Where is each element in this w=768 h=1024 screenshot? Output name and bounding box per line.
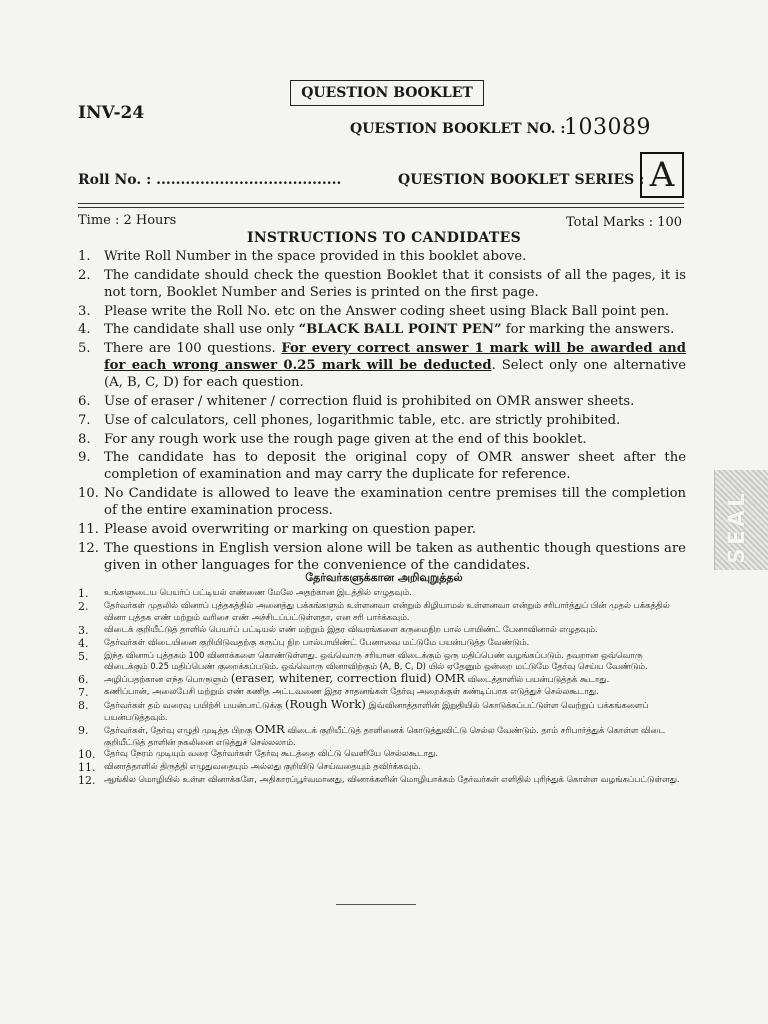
item-text [104,321,686,338]
list-item [78,587,686,600]
list-item [78,650,686,674]
item-number: 11. [78,761,96,775]
item-text: ஆங்கில மொழியில் உள்ள வினாக்களே, அதிகாரப்பூர்வமானது, வினாக்களின் மொழியாக்கம் தேர்வர்கள் எளிதில் புரிந்துக் கொள்ள வழங்கப்பட்டுள்ளது. [104,774,680,785]
list-item [78,748,686,761]
item-number: 9. [78,450,91,466]
total-marks: Total Marks : 100 [566,215,683,230]
item-number: 5. [78,341,91,357]
item-emphasis: For every correct answer 1 mark will be awarded and for each wrong answer 0.25 mark will be deducted [104,341,686,374]
item-text-part: அழிப்பதற்கான எந்த பொருளும் [104,674,231,685]
divider [78,207,684,208]
item-text: The candidate has to deposit the original copy of OMR answer sheet after the completion of examination and may carry the duplicate for reference. [104,450,686,483]
item-text: For any rough work use the rough page given at the end of this booklet. [104,431,587,447]
item-text: இந்த வினாப் புத்தகம் 100 வினாக்களை கொண்டுள்ளது. ஒவ்வொரு சரியான விடைக்கும் ஒரு மதிப்பெண் வழங்கப்படும். தவறான ஒவ்வொரு விடைக்கும் 0.25 மதிப்பெண் குறைக்கப்படும். ஒவ்வொரு வினாவிற்கும் (A, B, C, D) யில் ஏதேனும் ஒன்றை மட்டுமே தேர்வு செய்ய வேண்டும். [104,649,648,672]
item-text-part: for marking the answers. [501,322,675,338]
list-item [78,521,686,538]
series-label: QUESTION BOOKLET SERIES : [398,172,645,188]
item-number: 7. [78,412,91,428]
item-number: 6. [78,394,91,410]
list-item [78,673,686,686]
roll-no-field: Roll No. : ...................................... [78,172,342,188]
item-text-part: விடைத்தாளில் பயன்படுத்தக் கூடாது. [464,674,610,685]
item-number: 4. [78,322,91,338]
list-item [78,699,686,724]
item-number: 2. [78,267,91,283]
item-emphasis: “BLACK BALL POINT PEN” [298,322,502,338]
item-english-term: (eraser, whitener, correction fluid) OMR [230,671,465,686]
seal-label: SEAL [725,490,750,564]
item-text: கணிப்பான், அலைபேசி மற்றும் எண் கணித அட்டவணை இதர சாதனங்கள் தேர்வு அறைக்குள் கண்டிப்பாக எடுத்துச் செல்லகூடாது. [104,686,599,697]
item-number: 1. [78,587,89,600]
item-text-part: விடைக் குறியீட்டுத் தாளினைக் கொடுத்துவிட்டு செல்ல வேண்டும். தாம் சரிபார்த்துக் கொள்ள விடை குறியீட்டுத் தாளின் நகலினை எடுத்துச் செல்லலாம். [104,724,666,747]
item-text: விடைக் குறியீட்டுத் தாளில் பெயர்ப் பட்டியல் எண் மற்றும் இதர விவரங்களை கருமைநிற பால் பாயிண்ட் பேனாவினால் எழுதவும். [104,623,598,634]
end-divider [336,904,416,905]
exam-code: INV-24 [78,103,145,123]
item-text [104,721,686,749]
item-text: No Candidate is allowed to leave the examination centre premises till the completion of the entire examination process. [104,486,686,519]
item-number: 10. [78,486,99,502]
item-number: 5. [78,649,89,663]
item-text: உங்களுடைய பெயர்ப் பட்டியல் எண்ணை மேலே அதற்கான இடத்தில் எழுதவும். [104,587,412,597]
item-text: வினாத்தாளில் திருத்தி எழுதுவதையும் அல்லது குறியிடு செய்வதையும் தவிர்க்கவும். [104,761,421,772]
english-instructions-list [78,248,686,576]
item-text-part: இவ்வினாத்தாளின் இறுதியில் கொடுக்கப்பட்டுள்ள வெற்றுப் பக்கங்களைப் பயன்படுத்தவும். [104,700,649,722]
list-item [78,774,686,787]
series-value: A [649,155,675,195]
seal-stamp [714,470,768,570]
item-number: 2. [78,600,89,613]
series-box [640,152,684,198]
item-text: Write Roll Number in the space provided in this booklet above. [104,249,527,264]
item-number: 10. [78,748,96,762]
item-text-part: தேர்வர்கள், தேர்வு எழுதி முடித்த பிறகு [104,724,255,735]
item-number: 11. [78,522,99,538]
item-english-term: (Rough Work) [285,697,366,712]
list-item [78,637,686,650]
item-text [104,699,686,724]
list-item [78,485,686,519]
item-text [104,673,686,686]
list-item [78,761,686,774]
list-item [78,540,686,574]
tamil-instructions-title: தேர்வர்களுக்கான அறிவுறுத்தல் [305,571,463,584]
item-number: 12. [78,540,99,556]
list-item [78,267,686,301]
item-number: 8. [78,431,91,447]
exam-time: Time : 2 Hours [78,213,177,228]
item-text: தேர்வு நேரம் முடியும் வரை தேர்வர்கள் தேர்வு கூடத்தை விட்டு வெளியே செல்லகூடாது. [104,748,439,759]
list-item [78,449,686,483]
item-text: Use of eraser / whitener / correction fluid is prohibited on OMR answer sheets. [104,394,635,410]
list-item [78,431,686,448]
item-english-term: OMR [254,721,285,736]
item-text: தேர்வர்கள் விடையினை குறியிடுவதற்கு கருப்பு நிற பால்பாயிண்ட் பேனாவை மட்டுமே பயன்படுத்த வேண்டும். [104,636,530,647]
instructions-title: INSTRUCTIONS TO CANDIDATES [246,230,522,246]
tamil-instructions-list [78,587,686,787]
list-item [78,321,686,338]
item-number: 8. [78,699,89,713]
list-item [78,624,686,637]
item-number: 6. [78,673,89,687]
item-number: 3. [78,303,91,319]
list-item [78,412,686,429]
item-text: தேர்வர்கள் முதலில் வினாப் புத்தகத்தில் அனைத்து பக்கங்களும் உள்ளனவா என்றும் கிழியாமல் உள்ளனவா என்றும் சரிபார்த்துப் பின் முதல் பக்கத்தில் வினா புத்தக எண் மற்றும் வரிசை எண் அச்சிடப்பட்டுள்ளதா, என சரி பார்க்கவும். [104,600,670,622]
item-text: Please avoid overwriting or marking on question paper. [104,522,476,538]
item-text: Use of calculators, cell phones, logarithmic table, etc. are strictly prohibited. [104,412,621,428]
list-item [78,600,686,624]
item-text: The candidate should check the question Booklet that it consists of all the pages, it is not torn, Booklet Number and Series is printed on the first page. [104,267,686,300]
item-text: Please write the Roll No. etc on the Answer coding sheet using Black Ball point pen. [104,303,670,319]
item-text-part: The candidate shall use only [104,322,299,338]
booklet-no-label: QUESTION BOOKLET NO. : [350,121,566,137]
booklet-title-box [290,80,484,106]
item-number: 3. [78,623,89,637]
item-text-part: There are 100 questions. [104,341,282,357]
list-item [78,303,686,320]
item-number: 12. [78,774,96,788]
item-number: 4. [78,636,89,650]
item-text-part: தேர்வர்கள் தம் வரைவு பயிற்சி பயன்பாட்டுக்கு [104,700,285,711]
item-number: 1. [78,249,91,264]
list-item [78,248,686,265]
item-text-part: . Select only one alternative (A, B, C, D) for each question. [104,358,686,391]
list-item [78,393,686,410]
item-text: The questions in English version alone will be taken as authentic though questions are given in other languages for the convenience of the candidates. [104,540,686,573]
list-item [78,721,686,749]
item-number: 7. [78,686,89,700]
list-item [78,340,686,392]
item-text [104,340,686,392]
booklet-no-value: 103089 [564,115,651,140]
list-item [78,686,686,699]
booklet-title: QUESTION BOOKLET [301,85,473,101]
item-number: 9. [78,723,89,737]
divider [78,203,684,204]
